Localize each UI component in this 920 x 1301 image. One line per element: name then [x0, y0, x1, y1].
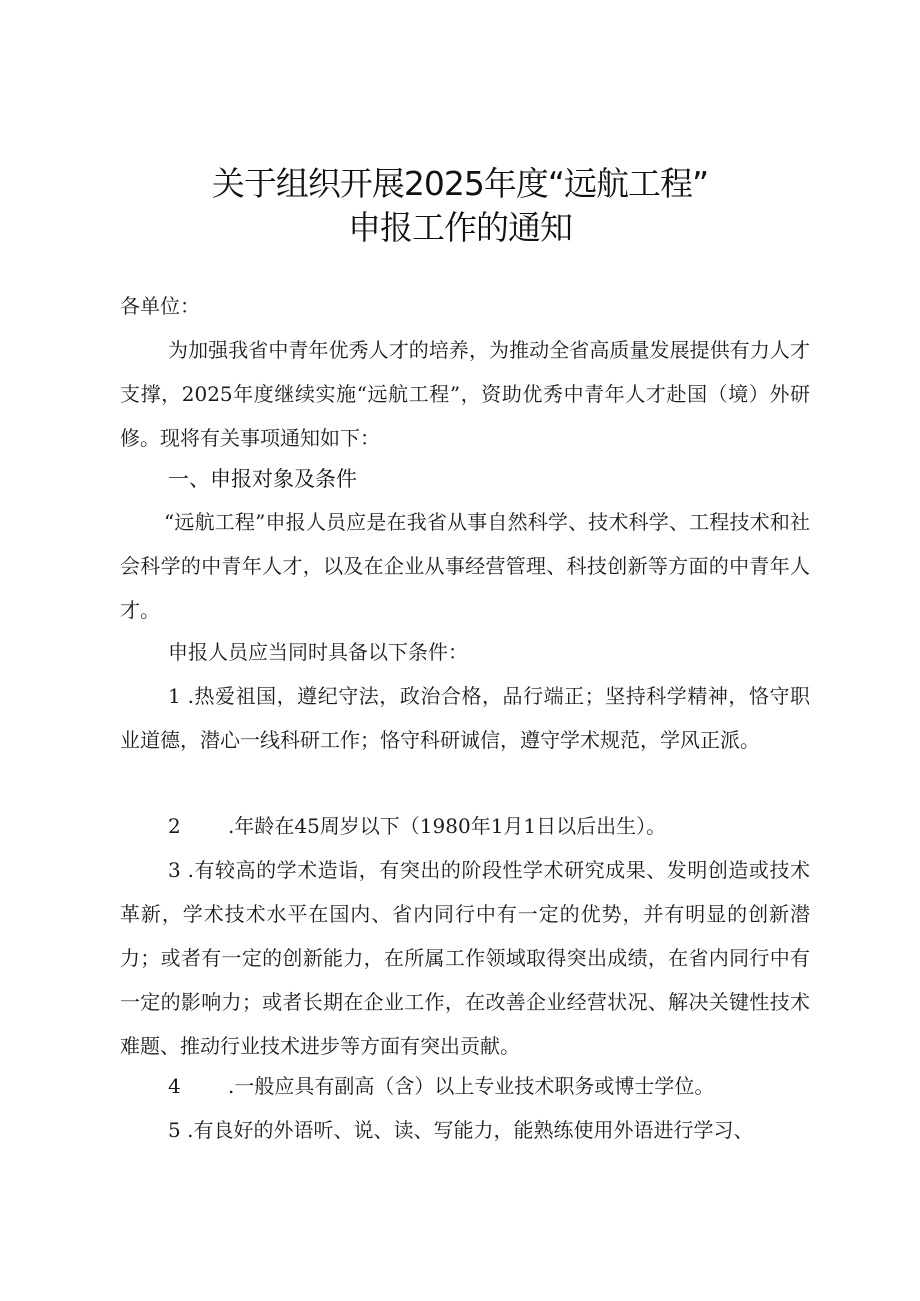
condition-item-4-number: 4 — [168, 1074, 181, 1098]
salutation: 各单位： — [120, 294, 200, 318]
condition-item-2-number: 2 — [168, 814, 181, 838]
section-1-paragraph: “远航工程”申报人员应是在我省从事自然科学、技术科学、工程技术和社会科学的中青年人才，以及在企业从事经营管理、科技创新等方面的中青年人才。 — [120, 510, 810, 622]
section-heading-1: 一、申报对象及条件 — [168, 467, 357, 491]
condition-item-2-text: .年龄在45周岁以下（1980年1月1日以后出生）。 — [228, 814, 667, 838]
condition-item-5: 5 .有良好的外语听、说、读、写能力，能熟练使用外语进行学习、 — [168, 1118, 754, 1142]
condition-item-4-text: .一般应具有副高（含）以上专业技术职务或博士学位。 — [228, 1074, 715, 1098]
intro-paragraph: 为加强我省中青年优秀人才的培养，为推动全省高质量发展提供有力人才支撑，2025年度继续实施“远航工程”，资助优秀中青年人才赴国（境）外研修。现将有关事项通知如下： — [120, 338, 810, 450]
condition-item-3: 3 .有较高的学术造诣，有突出的阶段性学术研究成果、发明创造或技术革新，学术技术水平在国内、省内同行中有一定的优势，并有明显的创新潜力；或者有一定的创新能力，在所属工作领域取得突出成绩，在省内同行中有一定的影响力；或者长期在企业工作，在改善企业经营状况、解决关键性技术难题、推动行业技术进步等方面有突出贡献。 — [120, 858, 810, 1058]
conditions-intro: 申报人员应当同时具备以下条件： — [168, 640, 468, 664]
document-title-line-2: 申报工作的通知 — [348, 208, 572, 247]
condition-item-1: 1 .热爱祖国，遵纪守法，政治合格，品行端正；坚持科学精神，恪守职业道德，潜心一线科研工作；恪守科研诚信，遵守学术规范，学风正派。 — [120, 684, 810, 752]
document-title-line-1: 关于组织开展2025年度“远航工程” — [211, 164, 709, 203]
